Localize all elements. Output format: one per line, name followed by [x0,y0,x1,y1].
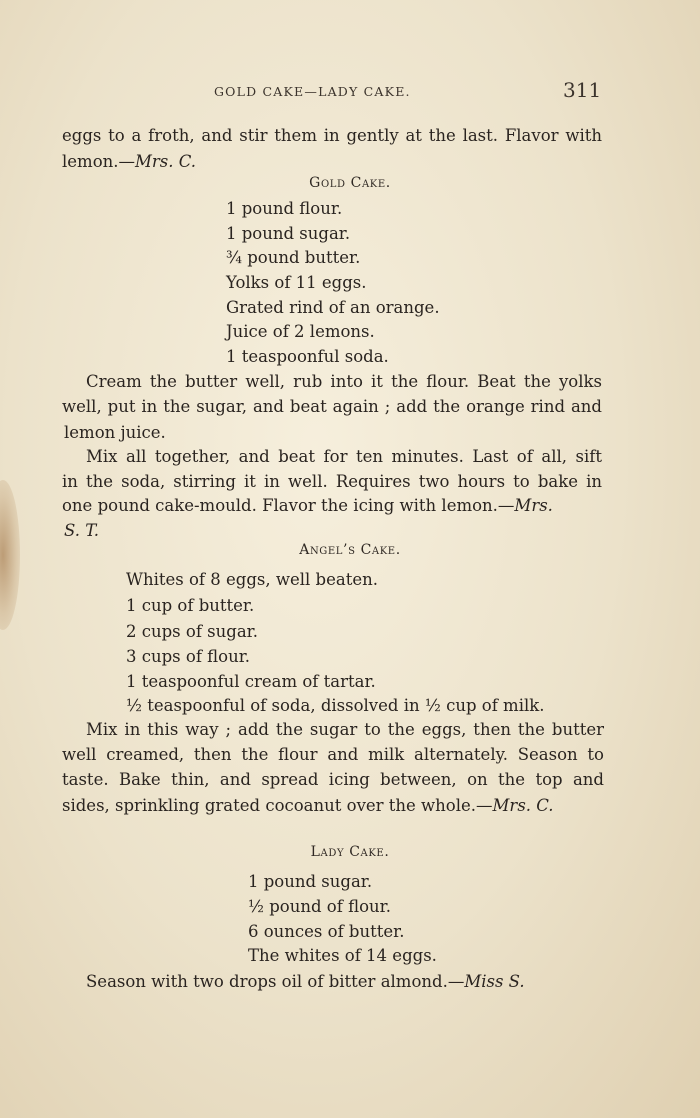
ingredient-line: The whites of 14 eggs. [248,946,437,965]
ingredient-line: ½ teaspoonful of soda, dissolved in ½ cup of milk. [126,696,545,715]
text-fragment: lemon.— [62,152,135,171]
ingredient-line: ½ pound of flour. [248,897,391,916]
attribution: Mrs. C. [135,152,197,171]
direction-line: well creamed, then the flour and milk alternately. Season to [62,745,604,764]
ingredient-line: Whites of 8 eggs, well beaten. [126,570,378,589]
ingredient-line: 1 pound flour. [226,199,343,218]
recipe-title: Angel’s Cake. [299,542,401,558]
ingredient-line: Yolks of 11 eggs. [226,273,367,292]
text-line: eggs to a froth, and stir them in gently at the last. Flavor with [62,126,602,145]
attribution: Mrs. C. [492,796,554,815]
direction-line [62,794,554,818]
attribution: S. T. [64,521,100,540]
ingredient-line: 1 teaspoonful soda. [226,347,389,366]
direction-line: Mix all together, and beat for ten minutes. Last of all, sift [86,447,602,466]
text-fragment: one pound cake-mould. Flavor the icing with lemon.— [62,496,515,515]
direction-line: Cream the butter well, rub into it the flour. Beat the yolks [86,372,602,391]
direction-line [62,494,602,518]
ingredient-line: 1 cup of butter. [126,596,255,615]
page-header [0,78,700,108]
direction-line: in the soda, stirring it in well. Requires two hours to bake in [62,472,602,491]
page-number: 311 [563,78,602,102]
ingredient-line: Juice of 2 lemons. [226,322,375,341]
ingredient-line: Grated rind of an orange. [226,298,440,317]
ingredient-line: 6 ounces of butter. [248,922,405,941]
text-line [62,150,196,174]
ingredient-line: 3 cups of flour. [126,647,251,666]
ingredient-line: 1 pound sugar. [248,872,373,891]
text-fragment: sides, sprinkling grated cocoanut over the whole.— [62,796,493,815]
direction-line: Mix in this way ; add the sugar to the eggs, then the butter [86,720,604,739]
direction-line: well, put in the sugar, and beat again ; add the orange rind and [62,397,602,416]
recipe-title: Gold Cake. [309,175,391,191]
running-head: GOLD CAKE—LADY CAKE. [214,84,411,99]
recipe-title: Lady Cake. [310,844,390,860]
text-fragment: Season with two drops oil of bitter almond.— [86,972,465,991]
attribution: Mrs. [514,496,553,515]
direction-line [86,970,525,994]
direction-line: taste. Bake thin, and spread icing between, on the top and [62,770,604,789]
ingredient-line: ¾ pound butter. [226,248,361,267]
ingredient-line: 1 teaspoonful cream of tartar. [126,672,376,691]
ingredient-line: 1 pound sugar. [226,224,351,243]
attribution: Miss S. [464,972,525,991]
ingredient-line: 2 cups of sugar. [126,622,258,641]
direction-line: lemon juice. [64,423,166,442]
